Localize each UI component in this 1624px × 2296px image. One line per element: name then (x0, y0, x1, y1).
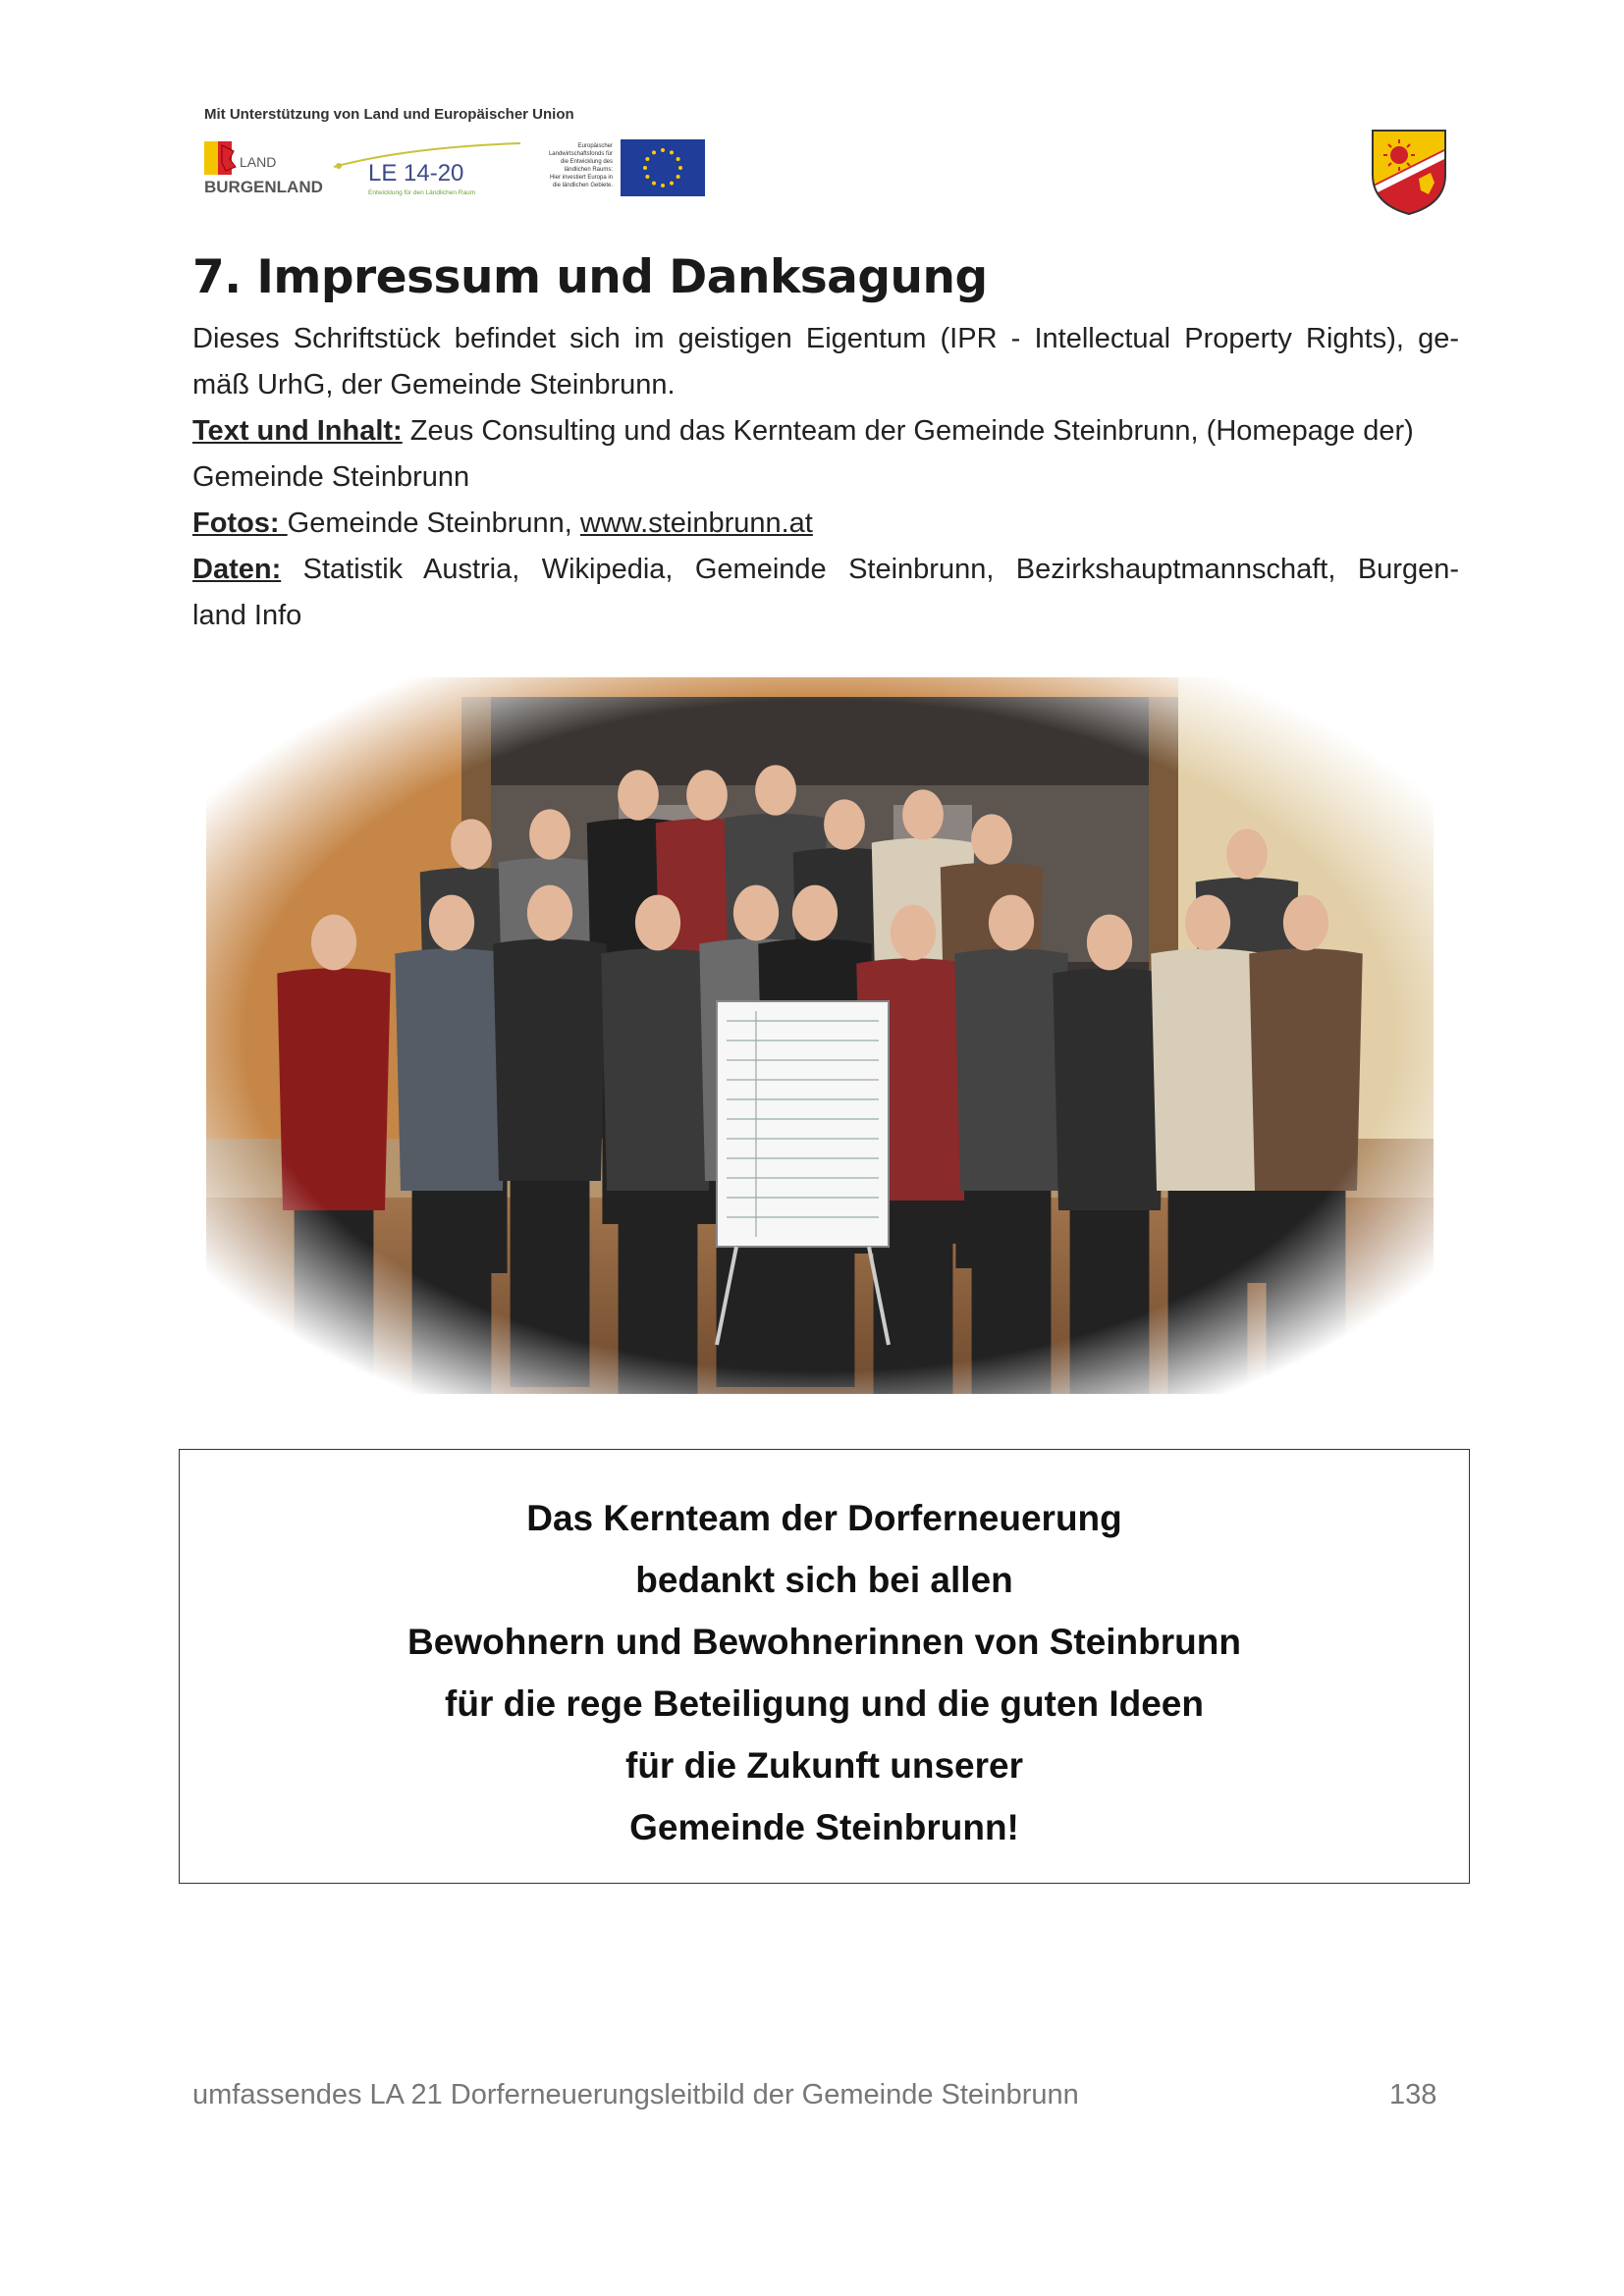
eu-logo-text-5: Hier investiert Europa in (549, 175, 613, 181)
text-value-line1: Zeus Consulting und das Kernteam der Gemeinde Steinbrunn, (Homepage der) (402, 415, 1414, 447)
burgenland-logo-line2: BURGENLAND (204, 178, 323, 196)
eu-flag-icon (621, 139, 705, 196)
eu-star-icon (652, 182, 656, 186)
eu-logo-text-1: Europäischer (577, 143, 613, 149)
municipal-coat-of-arms-icon (1370, 128, 1448, 216)
photos-label: Fotos: (192, 507, 288, 539)
eu-star-icon (645, 157, 649, 161)
data-label: Daten: (192, 554, 282, 585)
page-title: 7. Impressum und Danksagung (192, 250, 988, 304)
le-logo-subtitle: Entwicklung für den Ländlichen Raum (368, 189, 476, 196)
eu-star-icon (661, 148, 665, 152)
imprint-intro-line2: mäß UrhG, der Gemeinde Steinbrunn. (192, 369, 676, 400)
thank-you-line-3: Bewohnern und Bewohnerinnen von Steinbrunn (407, 1622, 1241, 1662)
imprint-text-row-cont: Gemeinde Steinbrunn (192, 461, 470, 493)
imprint-data-row (192, 547, 1459, 593)
eu-star-icon (678, 166, 682, 170)
eu-star-icon (643, 166, 647, 170)
land-burgenland-logo (204, 137, 324, 198)
thank-you-box (179, 1449, 1470, 1884)
team-photo (206, 677, 1434, 1394)
eu-star-icon (670, 182, 674, 186)
photos-value: Gemeinde Steinbrunn, (287, 507, 580, 539)
thank-you-line-2: bedankt sich bei allen (635, 1560, 1013, 1600)
thank-you-line-4: für die rege Beteiligung und die guten Ideen (445, 1683, 1204, 1724)
eu-logo-text-4: ländlichen Raums: (564, 167, 613, 173)
eu-star-icon (670, 150, 674, 154)
eu-star-icon (677, 157, 680, 161)
data-value-line1: Statistik Austria, Wikipedia, Gemeinde Steinbrunn, Bezirkshauptmannschaft, Burgen- (281, 554, 1459, 585)
thank-you-line-1: Das Kernteam der Dorferneuerung (526, 1498, 1122, 1538)
imprint-section (192, 316, 1459, 639)
imprint-data-row-cont: land Info (192, 600, 302, 631)
eu-logo-text-3: die Entwicklung des (560, 159, 613, 165)
imprint-text-row (192, 408, 1459, 454)
le-logo-title: LE 14-20 (368, 160, 464, 187)
eu-eler-logo (530, 137, 707, 198)
eu-star-icon (677, 175, 680, 179)
imprint-intro-line1: Dieses Schriftstück befindet sich im geistigen Eigentum (IPR - Intellectual Property Rights), ge- (192, 323, 1459, 354)
photos-website-link[interactable]: www.steinbrunn.at (579, 507, 813, 539)
thank-you-line-6: Gemeinde Steinbrunn! (629, 1807, 1019, 1847)
le-14-20-logo (329, 139, 525, 200)
eu-star-icon (645, 175, 649, 179)
eu-star-icon (661, 184, 665, 187)
burgenland-logo-line1: LAND (240, 154, 277, 170)
text-label: Text und Inhalt: (192, 415, 403, 447)
eu-logo-text-2: Landwirtschaftsfonds für (548, 151, 613, 157)
imprint-photos-row (192, 501, 1459, 547)
footer-text: umfassendes LA 21 Dorferneuerungsleitbild der Gemeinde Steinbrunn (192, 2079, 1079, 2110)
eu-star-icon (652, 150, 656, 154)
support-text: Mit Unterstützung von Land und Europäischer Union (204, 106, 574, 123)
eu-logo-text-6: die ländlichen Gebiete. (552, 183, 613, 188)
page-number: 138 (1389, 2079, 1437, 2110)
thank-you-line-5: für die Zukunft unserer (625, 1745, 1023, 1786)
